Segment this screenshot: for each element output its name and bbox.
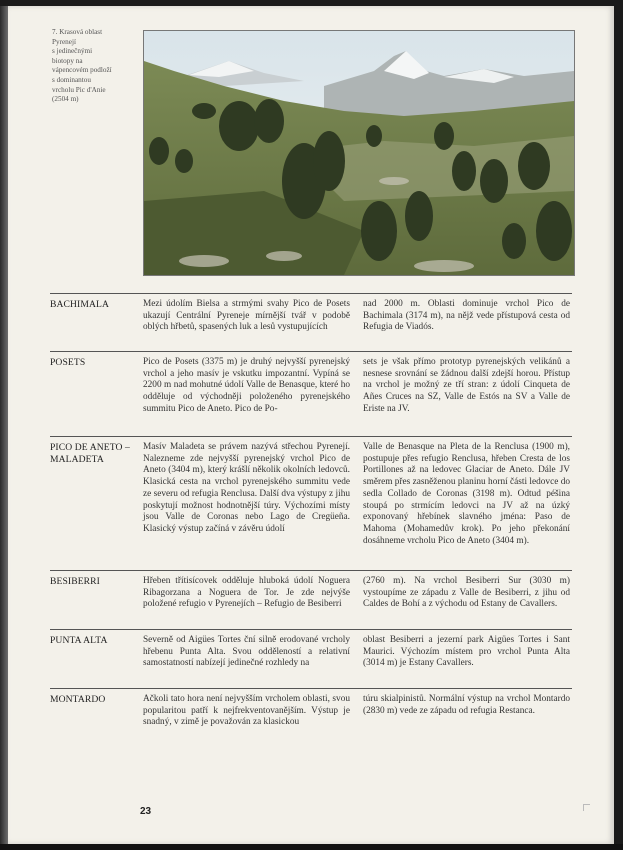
entry-text-col2: nad 2000 m. Oblasti dominuje vrchol Pico de Bachimala (3174 m), na nějž vede přístupová cesta od Refugia de Viadós. — [363, 299, 570, 333]
entry-name: PICO DE ANETO – MALADETA — [50, 442, 130, 465]
caption-line: s jedinečnými — [52, 47, 93, 56]
entry-text-col1: Masív Maladeta se právem nazývá střechou Pyrenejí. Nalezneme zde nejvyšší pyrenejský vrchol Pico de Aneto (3404 m), který krášlí několik okolních ledovců. Klasická cesta na vrchol pyrenejského summitu vede ze severu od refugia Renclusa. Další dva výstupy z jihu poskytují možnost hodnotnější túry. Výchozími místy jsou Valle de Coronas nebo Lago de Cregüeña. Klasický výstup začíná v závěru údolí — [143, 442, 350, 534]
caption-line: vápencovém podloží — [52, 66, 112, 75]
caption-line: biotopy na — [52, 56, 83, 65]
book-page — [8, 6, 614, 844]
page-number: 23 — [140, 806, 152, 817]
photo-caption — [52, 28, 140, 105]
entry-divider — [50, 293, 572, 294]
entry-text-col2: (2760 m). Na vrchol Besiberri Sur (3030 m) vystoupíme ze západu z Valle de Besiberri, z jihu od Caldes de Bohí a z východu od Estany de Cavallers. — [363, 576, 570, 610]
entry-divider — [50, 688, 572, 689]
entry-name: PUNTA ALTA — [50, 635, 108, 646]
entry-divider — [50, 570, 572, 571]
page-bottom-edge — [0, 844, 623, 850]
entry-divider — [50, 436, 572, 437]
caption-line: 7. Krasová oblast — [52, 28, 103, 36]
entry-text-col1: Hřeben třítisícovek odděluje hluboká údolí Noguera Ribagorzana a Noguera de Tor. Je zde nejvýše položené refugio v Pyrenejích – Refugio de Besiberri — [143, 576, 350, 610]
entry-name: MONTARDO — [50, 694, 106, 705]
entry-divider — [50, 351, 572, 352]
entry-text-col2: sets je však přímo prototyp pyrenejských velikánů a nesnese srovnání se žádnou další zdejší horou. Přístup na vrchol je možný ze tří stran: z údolí Cinqueta de Añes Cruces na SZ, Valle de Estós na SV a Valle de Eriste na JV. — [363, 357, 570, 414]
entry-text-col2: oblast Besiberri a jezerní park Aigües Tortes i Sant Maurici. Výchozím místem pro vrchol Punta Alta (3014 m) je Estany Cavallers. — [363, 635, 570, 669]
entry-name: BESIBERRI — [50, 576, 100, 587]
caption-line: (2504 m) — [52, 95, 79, 104]
caption-line: vrcholu Pic d'Anie — [52, 85, 106, 94]
entry-text-col2: túru skialpinistů. Normální výstup na vrchol Montardo (2830 m) vede ze západu od refugia Restanca. — [363, 694, 570, 716]
entry-text-col2: Valle de Benasque na Pleta de la Renclusa (1900 m), postupuje přes refugio Renclusa, hřeben Cresta de los Portillones až na ledovec Glaciar de Aneto. Dále JV směrem přes zasněženou planinu horní části ledovce do sedla Collado de Coronas (3198 m). Odtud péšina stoupá po strmícím ledovci na JV až na úzký exponovaný hřebínek slavného jména: Paso de Mahoma (Mohamedův krok). Po jeho překonání dosáhneme vrcholu Pico de Aneto (3404 m). — [363, 442, 570, 546]
entry-divider — [50, 629, 572, 630]
crop-mark — [583, 804, 590, 811]
mountain-photo — [143, 30, 575, 276]
entry-text-col1: Severně od Aigües Tortes ční silně erodované vrcholy hřebenu Punta Alta. Svou odděleností a relativní samostatností nabízejí jedinečné rozhledy na — [143, 635, 350, 669]
entry-text-col1: Ačkoli tato hora není nejvyšším vrcholem oblasti, svou popularitou patří k nejfrekventovanějším. Výstup je snadný, v zimě je považován za klasickou — [143, 694, 350, 728]
entry-text-col1: Mezi údolím Bielsa a strmými svahy Pico de Posets ukazují Centrální Pyreneje mírnější tvář v podobě oblých hřbetů, spasených luk a lesů vystupujících — [143, 299, 350, 333]
entry-name: POSETS — [50, 357, 86, 368]
entry-name: BACHIMALA — [50, 299, 109, 310]
caption-line: s dominantou — [52, 75, 91, 84]
caption-line: Pyrenejí — [52, 37, 76, 46]
binding-edge — [0, 6, 8, 844]
entry-text-col1: Pico de Posets (3375 m) je druhý nejvyšší pyrenejský vrchol a jeho masív je vskutku impozantní. Vypíná se 2200 m nad mohutné údolí Valle de Benasque, které ho odděluje od východněji položeného pyrenejského summitu Pico de Aneto. Pico de Po- — [143, 357, 350, 414]
